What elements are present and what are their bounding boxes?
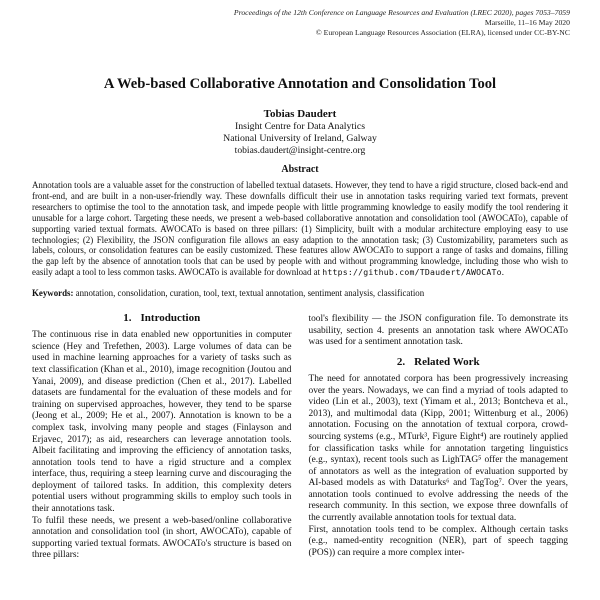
- section-1-number: 1.: [123, 312, 132, 325]
- right-column: [309, 310, 569, 562]
- page-content: [32, 0, 568, 562]
- keywords-line: [32, 288, 568, 299]
- intro-paragraph-1: The continuous rise in data enabled new opportunities in computer science (Hey and Trefethen, 2003). Large volumes of data can be used in machine learning approaches for a variety of tasks such as text classification (Khan et al., 2010), image recognition (Joutou and Yanai, 2009), and disease prediction (Chen et al., 2017). Labelled datasets are fundamental for the evaluation of these models and for training on supervised approaches, however, they tend to be sparse (Jeong et al., 2009; He et al., 2007). Annotation is known to be a complex task, involving many people and stages (Finlayson and Erjavec, 2017); as aid, researchers can leverage annotation tools. Albeit facilitating and improving the efficiency of annotation tasks, annotation tools tend to have a rigid structure and a complex interface, thus, requiring a steep learning curve and discouraging the deployment of tailored tasks. In addition, this complexity deters potential users without programming skills to employ such tools in their annotations task.: [32, 330, 292, 515]
- copyright-line: © European Language Resources Association (ELRA), licensed under CC-BY-NC: [315, 28, 570, 37]
- author-block: [32, 108, 568, 157]
- abstract-heading: Abstract: [281, 164, 319, 175]
- abstract-text: Annotation tools are a valuable asset for the construction of labelled textual datasets. However, they tend to have a rigid structure, closed back-end and front-end, and are built in a non-user-friendly way. These downfalls difficult their use in annotation tasks requiring varied text formats, prevent researchers to optimise the tool to the annotation task, and impede people with little programming knowledge to easily modify the tool rendering it unusable for a large cohort. Targeting these needs, we present a web-based collaborative annotation and consolidation tool (AWOCATo), capable of supporting varied textual formats. AWOCATo is based on three pillars: (1) Simplicity, built with a modular architecture employing easy to use technologies; (2) Flexibility, the JSON configuration file allows an easy adaption to the annotation task; (3) Customizability, parameters such as labels, colours, or consolidation features can be easily customized. These features allow AWOCATo to support a range of tasks and domains, filling the gap left by the absence of annotation tools that can be used by people with and without programming knowledge, including those who wish to easily adapt a tool to less common tasks. AWOCATo is available for download at: [32, 180, 568, 278]
- author-name: Tobias Daudert: [263, 108, 337, 120]
- section-2-number: 2.: [396, 355, 406, 368]
- left-column: [32, 310, 292, 562]
- author-email: tobias.daudert@insight-centre.org: [234, 145, 366, 156]
- author-affiliation-2: National University of Ireland, Galway: [223, 133, 377, 144]
- intro-continuation-paragraph: tool's flexibility — the JSON configuration file. To demonstrate its usability, section 4. presents an annotation task where AWOCATo was used for a sentiment annotation task.: [308, 314, 568, 348]
- related-work-paragraph-2: First, annotation tools tend to be complex. Although certain tasks (e.g., named-entity recognition (NER), part of speech tagging (POS)) can require a more complex inter-: [308, 524, 568, 558]
- two-column-body: [32, 310, 568, 562]
- section-1-title: Introduction: [140, 312, 201, 325]
- section-2-heading: [309, 356, 569, 369]
- section-2-title: Related Work: [414, 355, 480, 368]
- download-url-link[interactable]: https://github.com/TDaudert/AWOCATo: [322, 267, 502, 278]
- keywords-text: annotation, consolidation, curation, tool, text, textual annotation, sentiment analysis, classification: [73, 288, 425, 299]
- paper-title: A Web-based Collaborative Annotation and Consolidation Tool: [103, 76, 497, 92]
- abstract-paragraph: [32, 180, 568, 278]
- proceedings-line: Proceedings of the 12th Conference on Language Resources and Evaluation (LREC 2020), pages 7053–7059: [233, 8, 570, 17]
- proceedings-location-date: Marseille, 11–16 May 2020: [484, 18, 570, 27]
- section-1-heading: [32, 312, 292, 325]
- keywords-label: Keywords:: [32, 288, 74, 299]
- author-affiliation-1: Insight Centre for Data Analytics: [234, 121, 366, 132]
- abstract-url-period: .: [501, 267, 504, 278]
- intro-paragraph-2: To fulfil these needs, we present a web-based/online collaborative annotation and consolidation tool (in short, AWOCATo), capable of supporting varied textual formats. AWOCATo's structure is based on three pillars:: [32, 515, 292, 561]
- related-work-paragraph-1: The need for annotated corpora has been progressively increasing over the years. Nowadays, we can find a myriad of tools adapted to video (Lin et al., 2003), text (Yimam et al., 2013; Bontcheva et al., 2013), and multimodal data (Kipp, 2001; Wittenburg et al., 2006) annotation. Focusing on the annotation of textual corpora, crowd-sourcing systems (e.g., MTurk³, Figure Eight⁴) are routinely applied for classification tasks while for annotation targeting linguistics (e.g., syntax), recent tools such as LighTAG⁵ offer the management of annotators as well as the integration of evaluation supported by AI-based models as with Dataturks⁶ and TagTog⁷. Over the years, annotation tools continued to evolve addressing the needs of the research community. In this section, we expose three downfalls of the currently available annotation tools for textual data.: [308, 373, 568, 524]
